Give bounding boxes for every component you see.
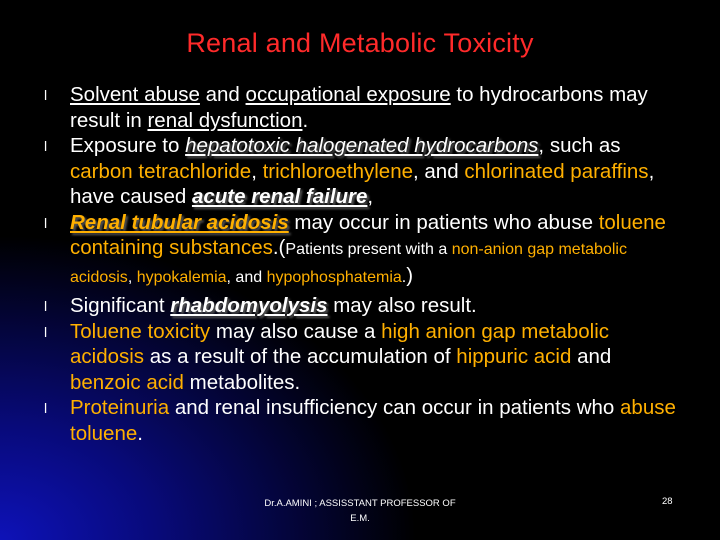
text-span: carbon tetrachloride [70,159,252,183]
text-span: ) [406,264,414,287]
text-span: . [401,269,407,286]
text-span: abuse toluene [70,396,676,445]
text-span: , have caused [70,159,655,208]
text-span: , [538,134,545,157]
text-span: and renal insufficiency can occur in patients who [169,396,621,419]
text-span: may occur in patients who abuse [288,210,599,234]
text-span: acute renal failure [191,185,368,208]
text-span: Exposure to [70,134,186,157]
bullet-item [44,293,684,319]
text-span: high anion gap metabolic acidosis [70,319,610,368]
slide-footer: Dr.A.AMINI ; ASSISSTANT PROFESSOR OF E.M. [264,498,456,524]
bullet-item [44,395,684,446]
text-span: hepatotoxic halogenated hydrocarbons [185,134,539,157]
text-span: , [367,185,374,208]
bullet-item [44,319,684,396]
text-span: may also cause a [210,319,382,343]
text-span: hippuric acid [456,345,572,368]
text-span: renal dysfunction [147,108,303,132]
text-span: Significant [70,294,171,317]
text-span: Toluene toxicity [70,319,211,343]
slide-title: Renal and Metabolic Toxicity [186,28,534,58]
text-span: toluene containing substances [70,210,666,259]
text-span: trichloroethylene [262,159,414,183]
text-span: rhabdomyolysis [170,294,328,317]
text-span: and [571,345,612,368]
text-span: , [127,269,137,286]
text-span: benzoic acid [70,370,184,394]
page-number: 28 [662,496,673,507]
text-span: as a result of the accumulation of [144,345,457,368]
text-span: and [199,83,246,106]
text-span: may also result. [327,294,477,317]
bullet-list [44,82,684,446]
text-span: .( [272,236,286,259]
bullet-item [44,210,684,292]
text-span: Proteinuria [70,396,170,419]
text-span: Patients present with a [285,241,452,258]
text-span: . [137,421,143,445]
text-span: hypokalemia [136,269,227,286]
text-span: non-anion gap metabolic acidosis [70,241,627,286]
bullet-item [44,133,684,210]
text-span: such as [544,134,621,157]
text-span: , and [226,269,267,286]
bullet-item [44,82,684,133]
text-span: , [251,159,263,183]
text-span: chlorinated paraffins [464,159,649,183]
text-span: metabolites. [183,370,301,394]
text-span: Renal tubular acidosis [70,210,289,234]
text-span: Solvent abuse [70,83,200,106]
text-span: to hydrocarbons may result in [70,83,648,132]
text-span: occupational exposure [245,83,451,106]
text-span: hypophosphatemia [266,269,402,286]
text-span: , and [413,159,465,183]
text-span: . [302,108,309,132]
